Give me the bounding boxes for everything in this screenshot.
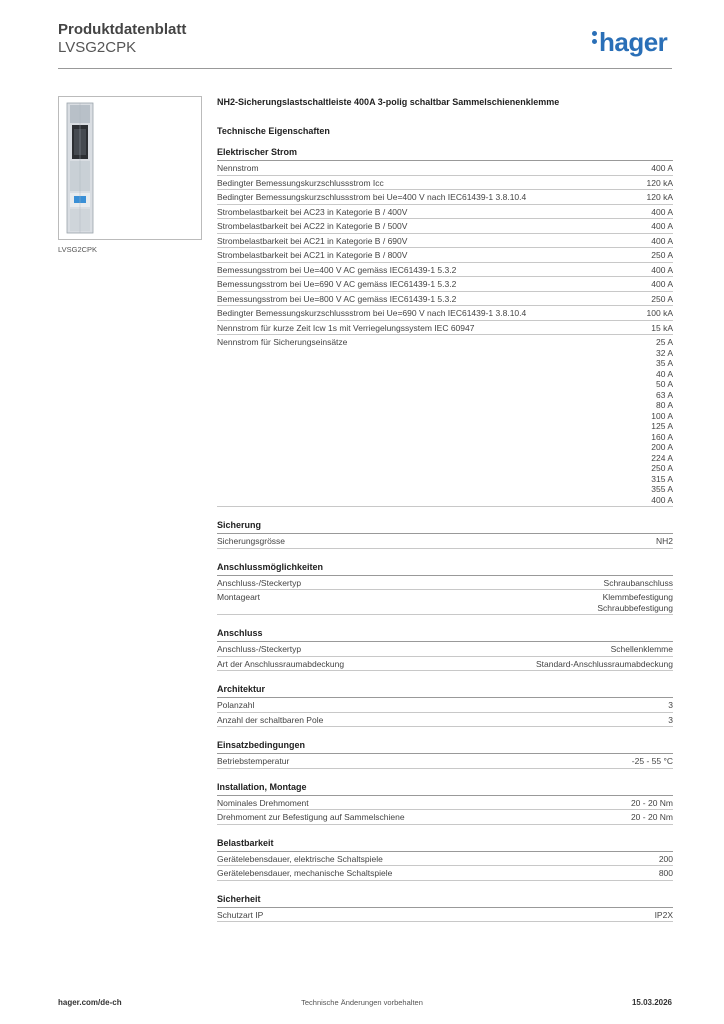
property-row <box>217 576 673 591</box>
property-label: Bemessungsstrom bei Ue=400 V AC gemäss IEC61439-1 5.3.2 <box>217 264 457 275</box>
property-value: 400 A <box>651 235 673 246</box>
property-label: Nennstrom für kurze Zeit Icw 1s mit Verriegelungssystem IEC 60947 <box>217 322 475 333</box>
property-value: Klemmbefestigung Schraubbefestigung <box>597 592 673 613</box>
property-value: Schellenklemme <box>610 644 673 654</box>
property-label: Anschluss-/Steckertyp <box>217 644 302 654</box>
property-label: Nominales Drehmoment <box>217 797 309 808</box>
section-title: Sicherung <box>217 520 673 534</box>
property-value: 250 A <box>651 293 673 304</box>
footer-date: 15.03.2026 <box>631 998 672 1007</box>
footer-website: hager.com/de-ch <box>58 998 122 1007</box>
property-value: 3 <box>668 700 673 710</box>
section-title: Installation, Montage <box>217 782 673 796</box>
property-value: 15 kA <box>651 322 673 333</box>
section-title: Anschluss <box>217 628 673 642</box>
product-code: LVSG2CPK <box>58 39 137 56</box>
property-row <box>217 176 673 191</box>
property-label: Strombelastbarkeit bei AC22 in Kategorie B / 500V <box>217 221 408 231</box>
property-row <box>217 263 673 278</box>
property-label: Montageart <box>217 592 260 602</box>
property-value: 3 <box>668 714 673 725</box>
property-label: Bedingter Bemessungskurzschlussstrom bei Ue=400 V nach IEC61439-1 3.8.10.4 <box>217 192 527 202</box>
property-row <box>217 161 673 176</box>
logo-text: hager <box>599 27 668 57</box>
property-label: Nennstrom für Sicherungseinsätze <box>217 337 348 347</box>
property-label: Nennstrom <box>217 163 259 173</box>
property-value: 400 A <box>651 206 673 217</box>
property-label: Bemessungsstrom bei Ue=800 V AC gemäss IEC61439-1 5.3.2 <box>217 293 457 304</box>
section-title: Elektrischer Strom <box>217 147 673 161</box>
property-value: 25 A 32 A 35 A 40 A 50 A 63 A 80 A 100 A 125 A 160 A 200 A 224 A 250 A 315 A 355 A 400 A <box>651 337 673 505</box>
page-title: Produktdatenblatt <box>58 21 187 38</box>
property-label: Strombelastbarkeit bei AC23 in Kategorie B / 400V <box>217 206 408 217</box>
property-section <box>217 520 673 549</box>
property-label: Gerätelebensdauer, elektrische Schaltspiele <box>217 853 383 864</box>
property-row <box>217 335 673 507</box>
property-row <box>217 321 673 336</box>
property-value: 100 kA <box>646 308 673 318</box>
property-row <box>217 219 673 234</box>
property-row <box>217 277 673 292</box>
property-row <box>217 590 673 615</box>
property-row <box>217 810 673 825</box>
property-section <box>217 838 673 881</box>
property-value: Schraubanschluss <box>603 577 673 588</box>
property-row <box>217 248 673 263</box>
property-section <box>217 562 673 616</box>
property-row <box>217 796 673 811</box>
section-title: Einsatzbedingungen <box>217 740 673 754</box>
footer-note: Technische Änderungen vorbehalten <box>301 998 423 1007</box>
property-value: 200 <box>658 853 673 864</box>
property-label: Strombelastbarkeit bei AC21 in Kategorie B / 690V <box>217 235 408 246</box>
property-value: 250 A <box>651 250 673 260</box>
property-value: 400 A <box>651 163 673 173</box>
property-value: IP2X <box>654 909 673 920</box>
property-section <box>217 894 673 923</box>
property-row <box>217 754 673 769</box>
property-label: Drehmoment zur Befestigung auf Sammelschiene <box>217 812 405 822</box>
product-image-caption: LVSG2CPK <box>58 245 98 254</box>
property-row <box>217 642 673 657</box>
property-label: Sicherungsgrösse <box>217 536 286 546</box>
logo-dots-icon <box>592 28 597 47</box>
datasheet-content <box>217 96 673 935</box>
property-section <box>217 684 673 727</box>
property-value: Standard-Anschlussraumabdeckung <box>535 658 673 669</box>
property-row <box>217 866 673 881</box>
property-label: Anzahl der schaltbaren Pole <box>217 714 324 725</box>
property-label: Polanzahl <box>217 700 255 710</box>
fuse-switch-disconnector-icon <box>59 97 201 239</box>
property-label: Gerätelebensdauer, mechanische Schaltspiele <box>217 868 393 878</box>
property-section <box>217 782 673 825</box>
section-title: Architektur <box>217 684 673 698</box>
property-row <box>217 205 673 220</box>
property-section <box>217 628 673 671</box>
property-label: Bemessungsstrom bei Ue=690 V AC gemäss IEC61439-1 5.3.2 <box>217 279 457 289</box>
property-row <box>217 713 673 728</box>
property-value: 120 kA <box>646 192 673 202</box>
property-label: Anschluss-/Steckertyp <box>217 577 302 588</box>
property-label: Strombelastbarkeit bei AC21 in Kategorie B / 800V <box>217 250 408 260</box>
product-image <box>58 96 202 240</box>
property-row <box>217 698 673 713</box>
section-title: Belastbarkeit <box>217 838 673 852</box>
section-title: Sicherheit <box>217 894 673 908</box>
hager-logo <box>592 27 667 57</box>
property-value: 400 A <box>651 279 673 289</box>
property-label: Bedingter Bemessungskurzschlussstrom Icc <box>217 177 384 188</box>
property-value: 120 kA <box>646 177 673 188</box>
header-divider <box>58 68 672 69</box>
property-row <box>217 234 673 249</box>
property-value: -25 - 55 °C <box>631 756 673 766</box>
property-section <box>217 740 673 769</box>
property-row <box>217 292 673 307</box>
property-value: 20 - 20 Nm <box>630 797 673 808</box>
property-section <box>217 147 673 507</box>
property-value: 400 A <box>651 264 673 275</box>
property-row <box>217 534 673 549</box>
property-row <box>217 908 673 923</box>
property-row <box>217 306 673 321</box>
property-value: NH2 <box>655 536 673 546</box>
property-sections <box>217 147 673 922</box>
property-label: Betriebstemperatur <box>217 756 290 766</box>
property-row <box>217 657 673 672</box>
property-label: Bedingter Bemessungskurzschlussstrom bei Ue=690 V nach IEC61439-1 3.8.10.4 <box>217 308 527 318</box>
property-value: 400 A <box>651 221 673 231</box>
tech-properties-heading: Technische Eigenschaften <box>217 126 330 136</box>
property-row <box>217 190 673 205</box>
property-value: 20 - 20 Nm <box>630 812 673 822</box>
property-label: Art der Anschlussraumabdeckung <box>217 658 345 669</box>
section-title: Anschlussmöglichkeiten <box>217 562 673 576</box>
product-title: NH2-Sicherungslastschaltleiste 400A 3-polig schaltbar Sammelschienenklemme <box>217 97 560 107</box>
property-value: 800 <box>658 868 673 878</box>
property-row <box>217 852 673 867</box>
property-label: Schutzart IP <box>217 909 264 920</box>
